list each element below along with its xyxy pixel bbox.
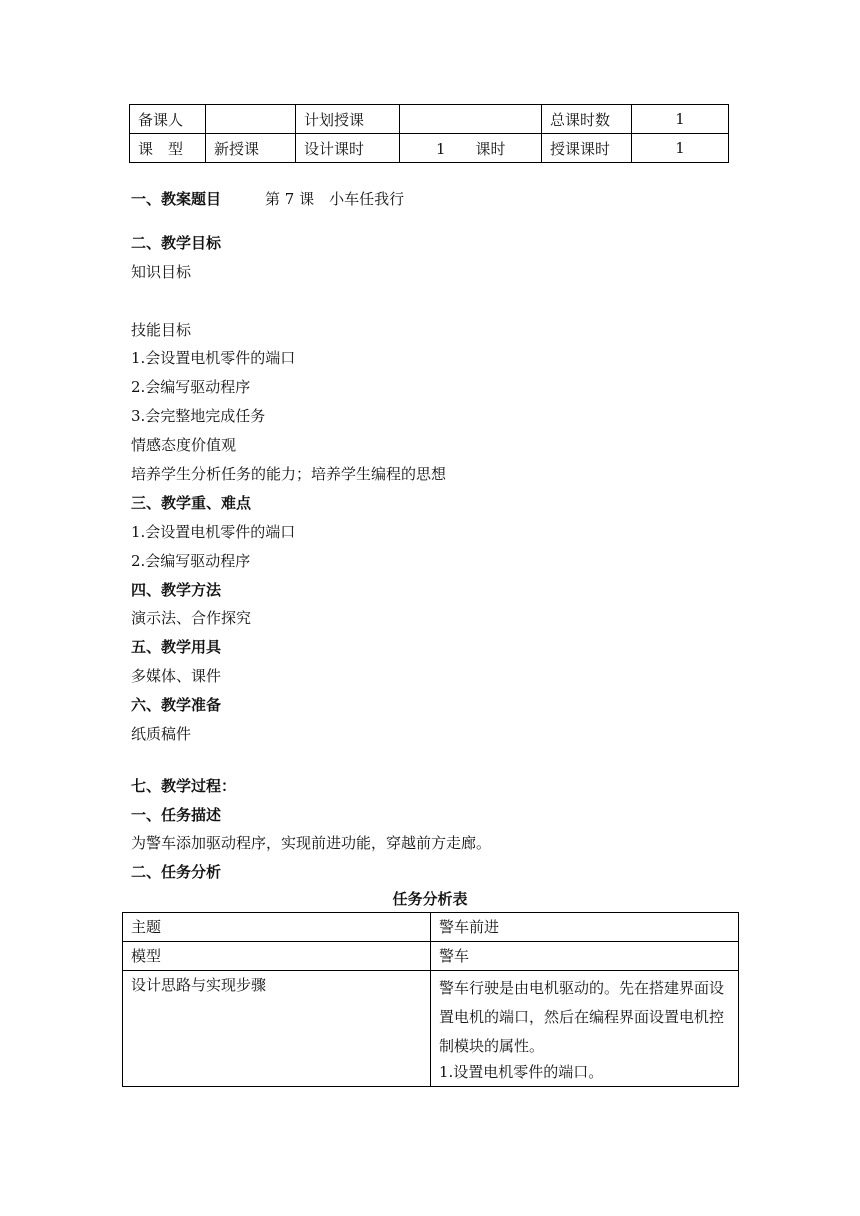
row-label: 模型 [123, 942, 431, 971]
row-value: 警车 [431, 942, 739, 971]
table-row [123, 942, 739, 971]
knowledge-objective-label: 知识目标 [131, 263, 192, 281]
skill-item: 2.会编写驱动程序 [131, 378, 251, 396]
preparation-text: 纸质稿件 [131, 725, 192, 743]
row-label: 设计思路与实现步骤 [123, 971, 431, 1087]
key-point-item: 1.会设置电机零件的端口 [131, 523, 296, 541]
objectives-heading: 二、教学目标 [131, 234, 222, 252]
skill-item: 1.会设置电机零件的端口 [131, 349, 296, 367]
tools-heading: 五、教学用具 [131, 638, 222, 656]
design-hours-label: 设计课时 [296, 134, 400, 163]
process-heading: 七、教学过程： [131, 777, 237, 795]
preparer-label: 备课人 [130, 105, 206, 134]
skill-objective-label: 技能目标 [131, 321, 192, 339]
preparer-value [206, 105, 296, 134]
methods-heading: 四、教学方法 [131, 581, 222, 599]
key-point-item: 2.会编写驱动程序 [131, 552, 251, 570]
analysis-table-caption: 任务分析表 [392, 890, 468, 908]
key-points-heading: 三、教学重、难点 [131, 494, 252, 512]
teach-hours-value: 1 [632, 134, 729, 163]
row-value-step: 1.设置电机零件的端口。 [439, 1063, 604, 1081]
lesson-title-line [131, 189, 404, 209]
task-analysis-heading: 二、任务分析 [131, 863, 222, 881]
row-value: 警车行驶是由电机驱动的。先在搭建界面设置电机的端口，然后在编程界面设置电机控制模块的属性。 [439, 979, 725, 1055]
methods-text: 演示法、合作探究 [131, 609, 252, 627]
total-hours-value: 1 [632, 105, 729, 134]
task-analysis-table [122, 912, 739, 1087]
type-label: 课 型 [130, 134, 206, 163]
table-row [123, 913, 739, 942]
planned-label: 计划授课 [296, 105, 400, 134]
lesson-info-table [129, 104, 729, 163]
total-hours-label: 总课时数 [542, 105, 632, 134]
planned-value [400, 105, 542, 134]
lesson-title-heading: 一、教案题目 [131, 190, 222, 208]
design-hours-value: 1 课时 [400, 134, 542, 163]
tools-text: 多媒体、课件 [131, 667, 222, 685]
preparation-heading: 六、教学准备 [131, 696, 222, 714]
task-description-text: 为警车添加驱动程序，实现前进功能，穿越前方走廊。 [131, 834, 492, 852]
info-row-2 [130, 134, 729, 163]
skill-item: 3.会完整地完成任务 [131, 407, 266, 425]
lesson-topic: 第 7 课 小车任我行 [265, 190, 405, 208]
emotion-objective-text: 培养学生分析任务的能力；培养学生编程的思想 [131, 465, 447, 483]
task-description-heading: 一、任务描述 [131, 806, 222, 824]
row-value: 警车前进 [431, 913, 739, 942]
row-value-cell [431, 971, 739, 1087]
table-row [123, 971, 739, 1087]
emotion-objective-label: 情感态度价值观 [131, 436, 237, 454]
info-row-1 [130, 105, 729, 134]
row-label: 主题 [123, 913, 431, 942]
teach-hours-label: 授课课时 [542, 134, 632, 163]
type-value: 新授课 [206, 134, 296, 163]
